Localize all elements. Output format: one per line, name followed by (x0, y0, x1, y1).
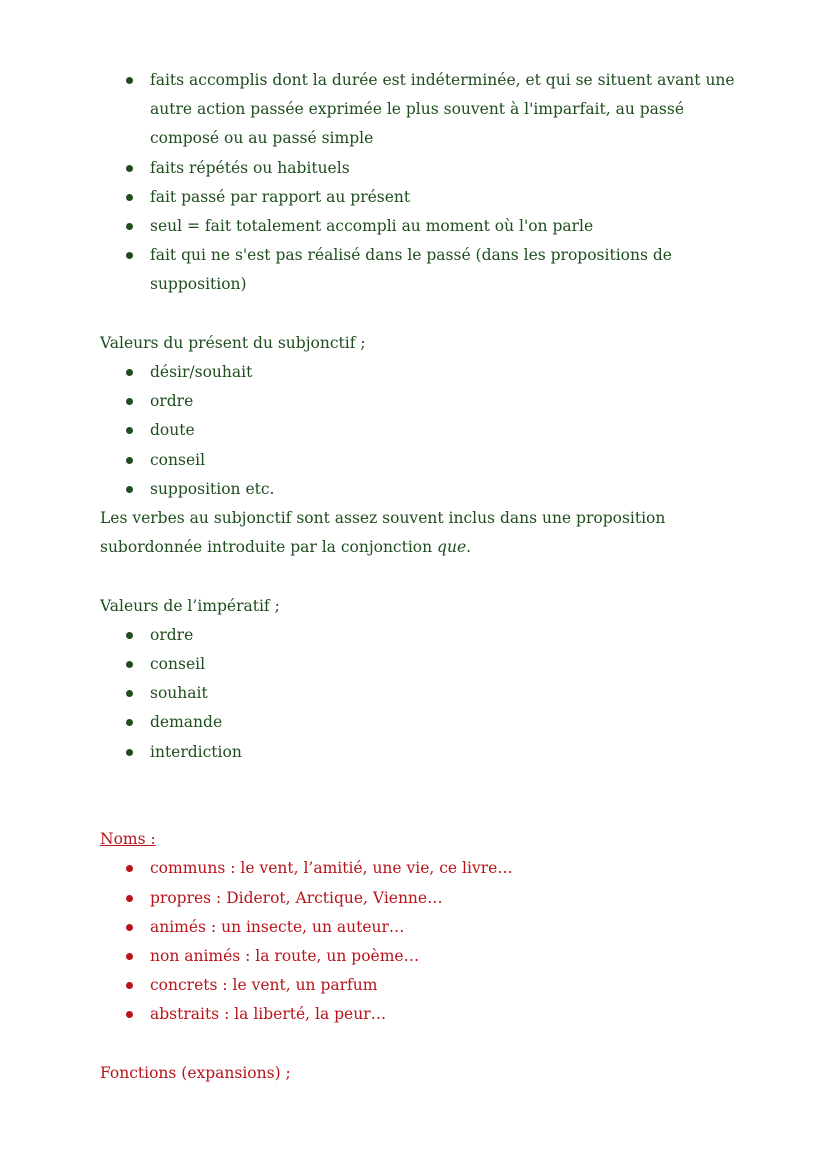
subjonctif-values-list (100, 358, 740, 504)
list-item: animés : un insecte, un auteur… (100, 913, 740, 942)
list-item: souhait (100, 679, 740, 708)
document-page (100, 66, 740, 1088)
list-item: faits répétés ou habituels (100, 154, 740, 183)
list-item: communs : le vent, l’amitié, une vie, ce livre… (100, 854, 740, 883)
fonctions-heading: Fonctions (expansions) ; (100, 1063, 291, 1082)
plusqueparfait-values-list (100, 66, 740, 300)
subjonctif-note (100, 504, 740, 562)
list-item: demande (100, 708, 740, 737)
subjonctif-note-end: . (466, 538, 472, 557)
spacer (100, 300, 740, 329)
list-item: non animés : la route, un poème… (100, 942, 740, 971)
list-item: conseil (100, 446, 740, 475)
list-item: concrets : le vent, un parfum (100, 971, 740, 1000)
spacer (100, 1030, 740, 1059)
list-item: doute (100, 416, 740, 445)
list-item: fait passé par rapport au présent (100, 183, 740, 212)
list-item: désir/souhait (100, 358, 740, 387)
noms-types-list (100, 854, 740, 1029)
list-item: propres : Diderot, Arctique, Vienne… (100, 884, 740, 913)
subjonctif-heading: Valeurs du présent du subjonctif ; (100, 333, 366, 352)
list-item: fait qui ne s'est pas réalisé dans le passé (dans les propositions de supposition) (100, 241, 740, 299)
subjonctif-note-emphasis: que (437, 538, 467, 557)
spacer (100, 562, 740, 591)
list-item: faits accomplis dont la durée est indéterminée, et qui se situent avant une autre action passée exprimée le plus souvent à l'imparfait, au passé composé ou au passé simple (100, 66, 740, 154)
list-item: seul = fait totalement accompli au moment où l'on parle (100, 212, 740, 241)
noms-section (100, 825, 740, 1088)
list-item: ordre (100, 387, 740, 416)
noms-heading: Noms : (100, 830, 156, 849)
list-item: ordre (100, 621, 740, 650)
list-item: supposition etc. (100, 475, 740, 504)
subjonctif-note-text: Les verbes au subjonctif sont assez souvent inclus dans une proposition subordonnée introduite par la conjonction (100, 509, 666, 557)
spacer (100, 767, 740, 825)
list-item: interdiction (100, 738, 740, 767)
imperatif-values-list (100, 621, 740, 767)
list-item: abstraits : la liberté, la peur… (100, 1000, 740, 1029)
imperatif-heading: Valeurs de l’impératif ; (100, 596, 280, 615)
list-item: conseil (100, 650, 740, 679)
